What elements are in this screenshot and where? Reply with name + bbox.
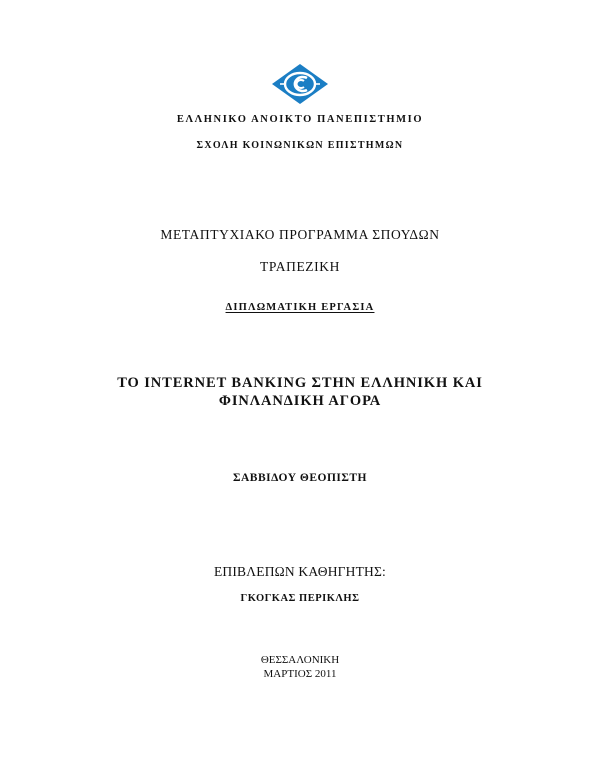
thesis-title-line-1: ΤΟ INTERNET BANKING ΣΤΗΝ ΕΛΛΗΝΙΚΗ ΚΑΙ <box>117 375 483 391</box>
supervisor-label: ΕΠΙΒΛΕΠΩΝ ΚΑΘΗΓΗΤΗΣ: <box>213 564 387 579</box>
program-field: ΤΡΑΠΕΖΙΚΗ <box>260 259 340 274</box>
author-name: ΣΑΒΒΙΔΟΥ ΘΕΟΠΙΣΤΗ <box>232 472 368 484</box>
date: ΜΑΡΤΙΟΣ 2011 <box>263 668 337 680</box>
thesis-type-heading <box>0 302 600 313</box>
program-name: ΜΕΤΑΠΤΥΧΙΑΚΟ ΠΡΟΓΡΑΜΜΑ ΣΠΟΥΔΩΝ <box>160 227 440 242</box>
university-name: ΕΛΛΗΝΙΚΟ ΑΝΟΙΚΤΟ ΠΑΝΕΠΙΣΤΗΜΙΟ <box>176 114 424 125</box>
supervisor-name: ΓΚΟΓΚΑΣ ΠΕΡΙΚΛΗΣ <box>240 593 360 604</box>
city: ΘΕΣΣΑΛΟΝΙΚΗ <box>260 654 340 666</box>
thesis-title-line-2: ΦΙΝΛΑΝΔΙΚΗ ΑΓΟΡΑ <box>218 393 382 409</box>
thesis-type-text: ΔΙΠΛΩΜΑΤΙΚΗ ΕΡΓΑΣΙΑ <box>225 302 375 313</box>
school-name: ΣΧΟΛΗ ΚΟΙΝΩΝΙΚΩΝ ΕΠΙΣΤΗΜΩΝ <box>196 140 404 151</box>
university-logo-icon <box>271 63 329 105</box>
